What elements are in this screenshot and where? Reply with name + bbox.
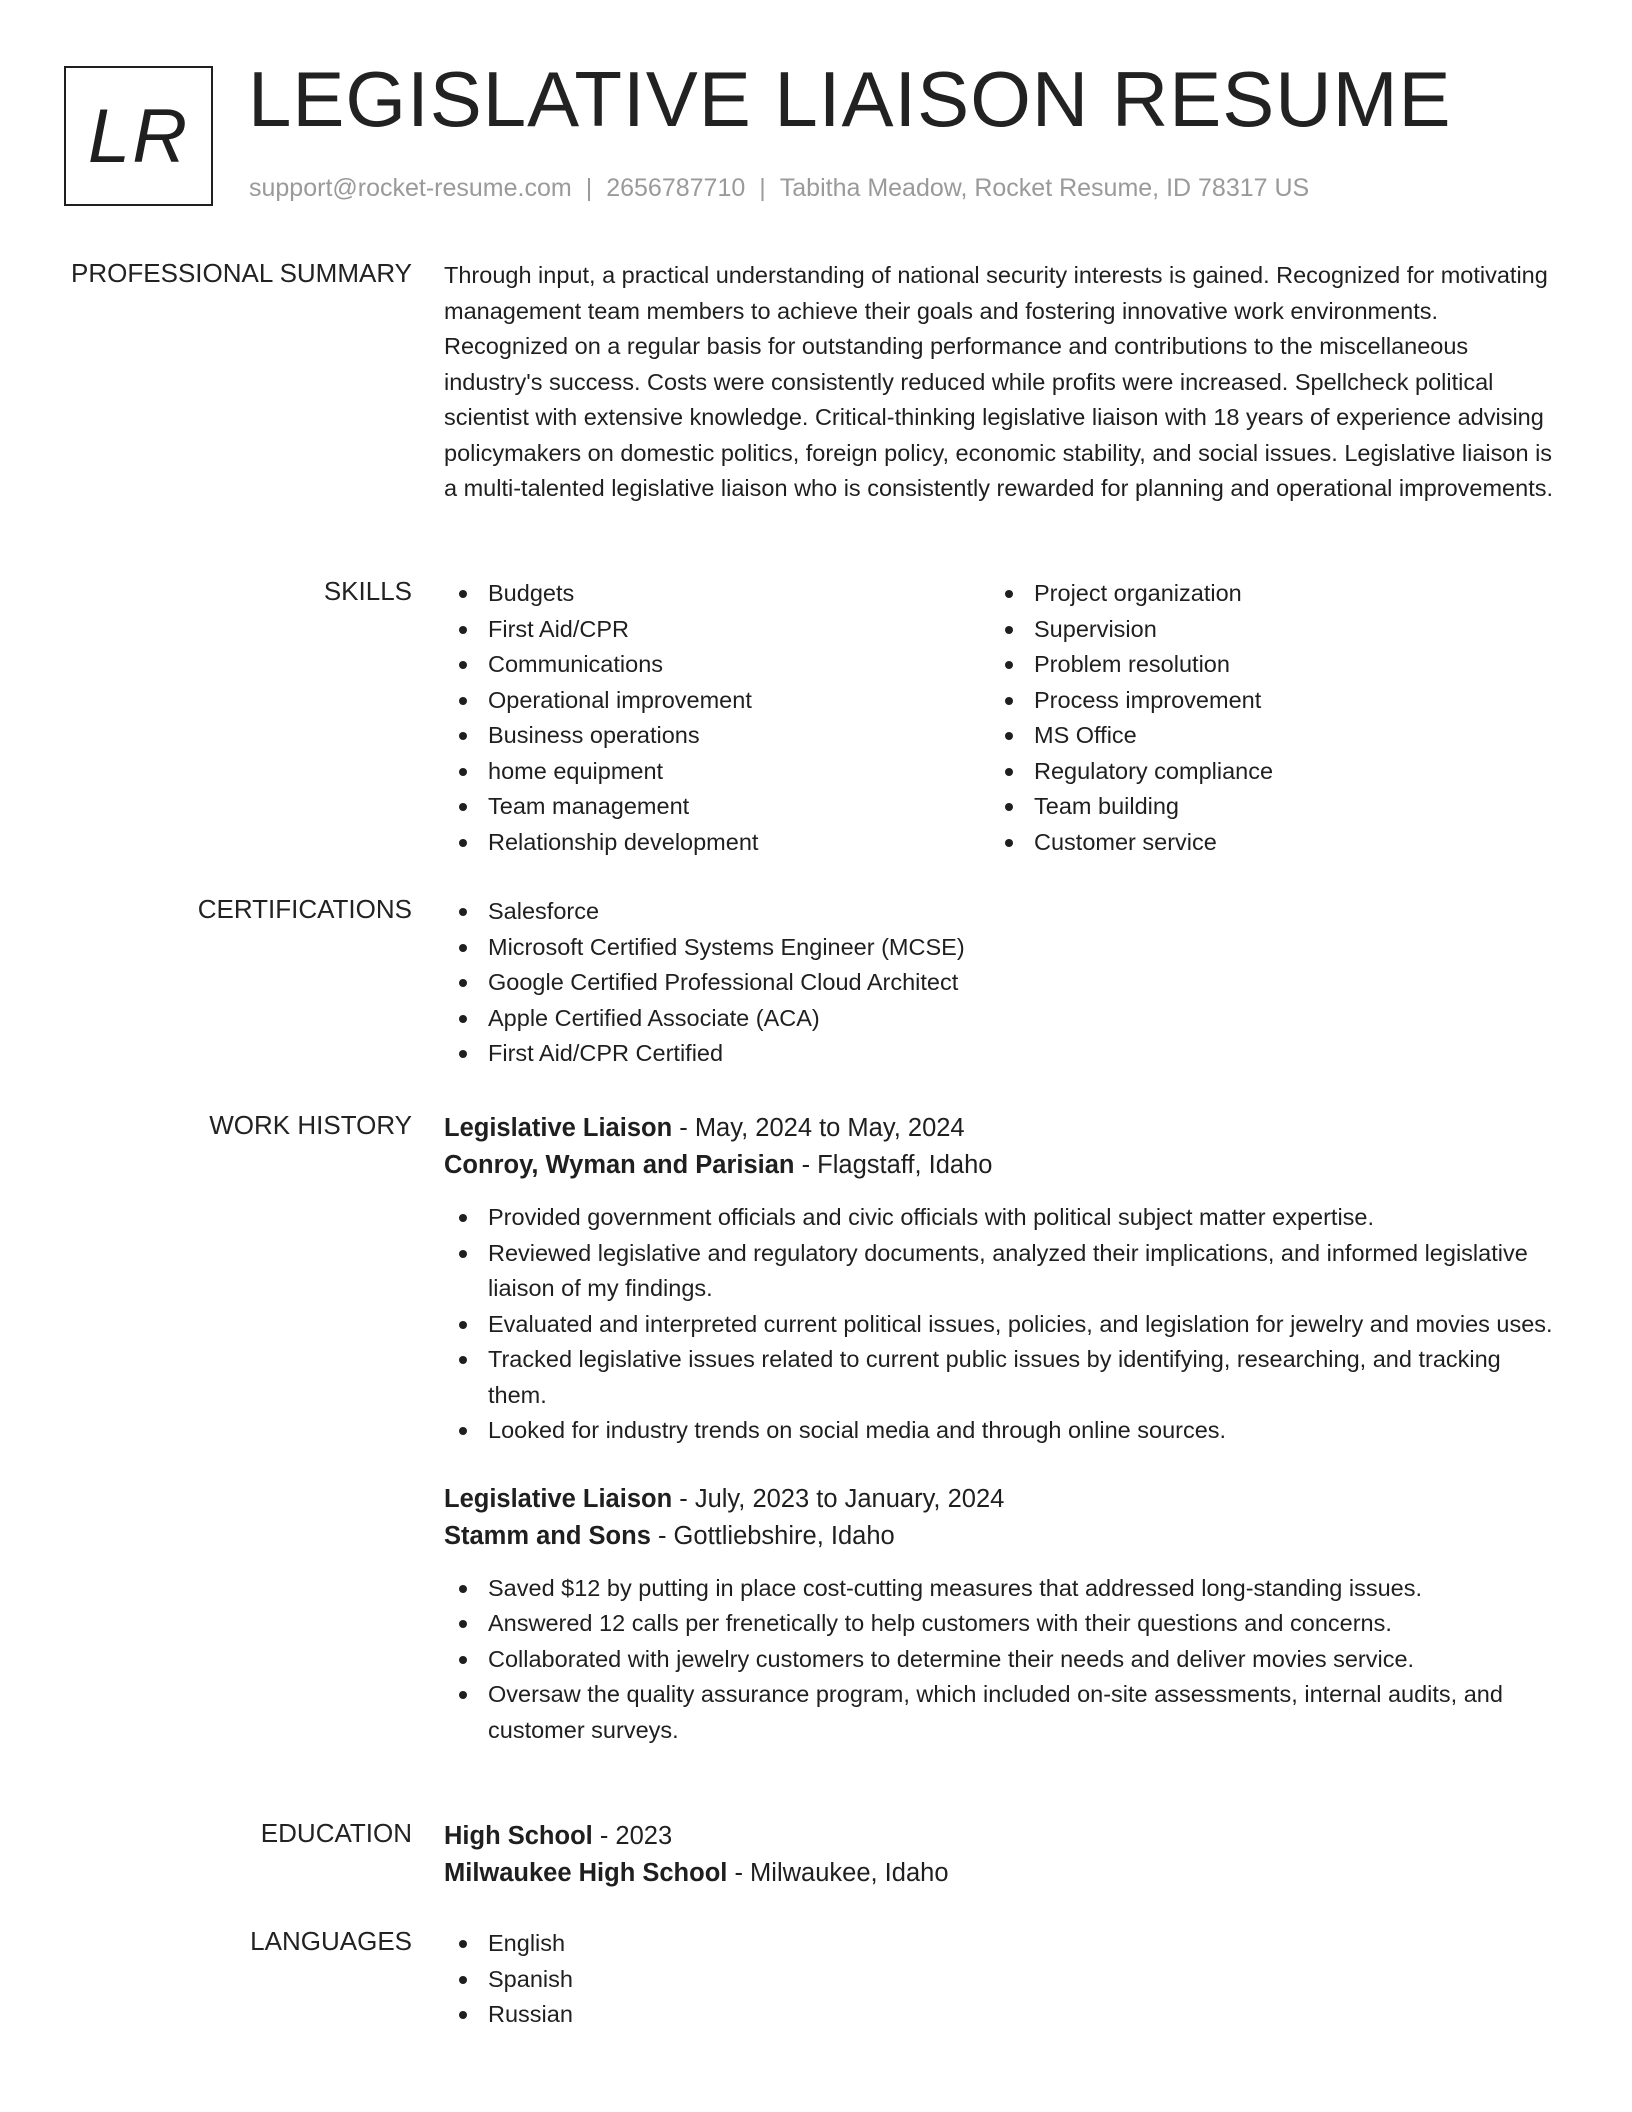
work-history-body xyxy=(444,1110,1564,1748)
skills-heading: SKILLS xyxy=(323,576,412,606)
education-school: Milwaukee High School xyxy=(444,1859,728,1887)
education-degree-line xyxy=(444,1818,1564,1855)
list-item: Russian xyxy=(444,1997,1564,2033)
list-item: Salesforce xyxy=(444,894,1564,930)
job-dates: - May, 2024 to May, 2024 xyxy=(672,1114,965,1142)
list-item: Reviewed legislative and regulatory documents, analyzed their implications, and informed legislative liaison of my findings. xyxy=(444,1236,1564,1307)
education-body xyxy=(444,1818,1564,1892)
list-item: Oversaw the quality assurance program, which included on-site assessments, internal audits, and customer surveys. xyxy=(444,1677,1564,1748)
job-company: Stamm and Sons xyxy=(444,1521,651,1550)
contact-separator: | xyxy=(759,174,766,202)
job-title: Legislative Liaison xyxy=(444,1114,673,1142)
job-duties-list xyxy=(444,1200,1564,1449)
contact-line xyxy=(249,174,1309,203)
skills-columns xyxy=(444,576,1564,860)
certifications-body xyxy=(444,894,1564,1072)
summary-body xyxy=(444,258,1564,507)
contact-email[interactable]: support@rocket-resume.com xyxy=(249,174,572,202)
list-item: Apple Certified Associate (ACA) xyxy=(444,1001,1564,1037)
list-item: Team building xyxy=(990,789,1536,825)
list-item: Problem resolution xyxy=(990,647,1536,683)
education-school-line xyxy=(444,1855,1564,1892)
job-entry xyxy=(444,1110,1564,1449)
list-item: Business operations xyxy=(444,718,990,754)
list-item: Operational improvement xyxy=(444,683,990,719)
list-item: Saved $12 by putting in place cost-cutting measures that addressed long-standing issues. xyxy=(444,1571,1564,1607)
list-item: Supervision xyxy=(990,612,1536,648)
contact-separator: | xyxy=(585,174,593,202)
job-duties-list xyxy=(444,1571,1564,1749)
summary-heading: PROFESSIONAL SUMMARY xyxy=(71,258,412,288)
job-company-line xyxy=(444,1147,1564,1184)
certifications-heading: CERTIFICATIONS xyxy=(197,894,412,924)
education-location: - Milwaukee, Idaho xyxy=(727,1859,949,1887)
summary-text: Through input, a practical understanding of national security interests is gained. Recognized for motivating management team members to achieve their goals and fostering innovative work environments. Recognized on a regular basis for outstanding performance and contributions to the miscellaneous industry's success. Costs were consistently reduced while profits were increased. Spellcheck political scientist with extensive knowledge. Critical-thinking legislative liaison with 18 years of experience advising policymakers on domestic politics, foreign policy, economic stability, and social issues. Legislative liaison is a multi-talented legislative liaison who is consistently rewarded for planning and operational improvements. xyxy=(444,262,1554,501)
contact-address: Tabitha Meadow, Rocket Resume, ID 78317 US xyxy=(779,174,1310,202)
list-item: Customer service xyxy=(990,825,1536,861)
education-degree: High School xyxy=(444,1822,593,1850)
list-item: Tracked legislative issues related to current public issues by identifying, researching, and tracking them. xyxy=(444,1342,1564,1413)
contact-phone: 2656787710 xyxy=(606,174,746,202)
list-item: Regulatory compliance xyxy=(990,754,1536,790)
list-item: Microsoft Certified Systems Engineer (MCSE) xyxy=(444,930,1564,966)
certifications-list xyxy=(444,894,1564,1072)
list-item: Answered 12 calls per frenetically to help customers with their questions and concerns. xyxy=(444,1606,1564,1642)
list-item: Project organization xyxy=(990,576,1536,612)
skills-list-left xyxy=(444,576,990,860)
job-location: - Gottliebshire, Idaho xyxy=(650,1521,895,1550)
list-item: English xyxy=(444,1926,1564,1962)
page-title: LEGISLATIVE LIAISON RESUME xyxy=(248,55,1452,143)
list-item: Spanish xyxy=(444,1962,1564,1998)
job-title-line xyxy=(444,1481,1564,1518)
list-item: Evaluated and interpreted current political issues, policies, and legislation for jewelry and movies uses. xyxy=(444,1307,1564,1343)
job-title: Legislative Liaison xyxy=(444,1484,673,1513)
job-company-line xyxy=(444,1518,1564,1555)
list-item: First Aid/CPR xyxy=(444,612,990,648)
languages-list xyxy=(444,1926,1564,2033)
monogram-logo: LR xyxy=(64,66,213,206)
list-item: Looked for industry trends on social media and through online sources. xyxy=(444,1413,1564,1449)
job-location: - Flagstaff, Idaho xyxy=(794,1151,993,1179)
list-item: Process improvement xyxy=(990,683,1536,719)
list-item: Team management xyxy=(444,789,990,825)
list-item: MS Office xyxy=(990,718,1536,754)
list-item: First Aid/CPR Certified xyxy=(444,1036,1564,1072)
list-item: Budgets xyxy=(444,576,990,612)
job-entry xyxy=(444,1481,1564,1749)
work-history-heading: WORK HISTORY xyxy=(209,1110,412,1140)
skills-list-right xyxy=(990,576,1536,860)
list-item: Google Certified Professional Cloud Architect xyxy=(444,965,1564,1001)
job-dates: - July, 2023 to January, 2024 xyxy=(672,1484,1005,1513)
job-company: Conroy, Wyman and Parisian xyxy=(444,1151,795,1179)
list-item: home equipment xyxy=(444,754,990,790)
education-heading: EDUCATION xyxy=(260,1818,412,1848)
job-title-line xyxy=(444,1110,1564,1147)
list-item: Relationship development xyxy=(444,825,990,861)
languages-body xyxy=(444,1926,1564,2033)
list-item: Communications xyxy=(444,647,990,683)
list-item: Collaborated with jewelry customers to determine their needs and deliver movies service. xyxy=(444,1642,1564,1678)
languages-heading: LANGUAGES xyxy=(250,1926,412,1956)
education-year: - 2023 xyxy=(592,1822,673,1850)
list-item: Provided government officials and civic officials with political subject matter expertise. xyxy=(444,1200,1564,1236)
